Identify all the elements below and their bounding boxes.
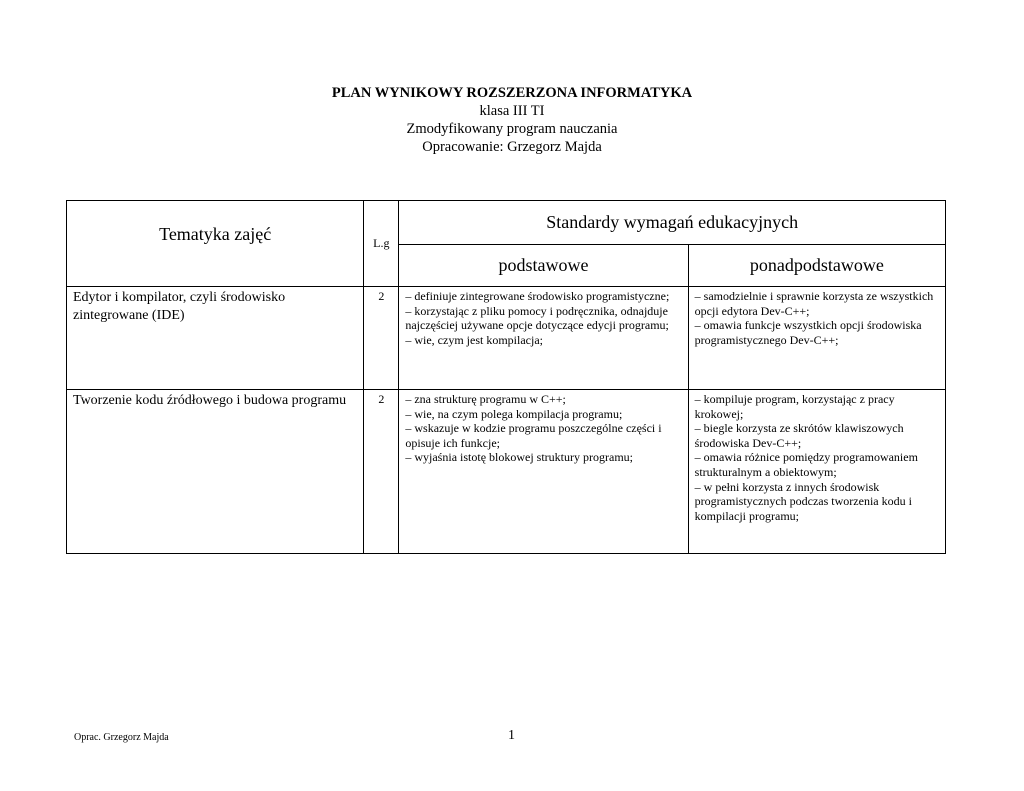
- document-header: [0, 84, 1024, 156]
- header-basic: podstawowe: [399, 245, 688, 287]
- author-label: Opracowanie: Grzegorz Majda: [422, 139, 602, 155]
- header-lg: L.g: [364, 201, 399, 287]
- basic-item: – korzystając z pliku pomocy i podręcznika, odnajduje najczęściej używane opcje dotyczące edycji programu;: [405, 303, 669, 333]
- row-topic: Edytor i kompilator, czyli środowisko zintegrowane (IDE): [67, 287, 364, 390]
- row-advanced: [688, 390, 945, 554]
- basic-item: – wyjaśnia istotę blokowej struktury programu;: [405, 450, 633, 465]
- table-row: [67, 390, 946, 554]
- basic-item: – wie, czym jest kompilacja;: [405, 332, 543, 347]
- advanced-item: – omawia różnice pomiędzy programowaniem strukturalnym a obiektowym;: [694, 450, 918, 479]
- advanced-item: – biegle korzysta ze skrótów klawiszowych środowiska Dev-C++;: [694, 421, 904, 450]
- table-row: [67, 287, 946, 390]
- row-lg: 2: [364, 390, 399, 554]
- advanced-item: – kompiluje program, korzystając z pracy krokowej;: [694, 392, 895, 421]
- row-lg: 2: [364, 287, 399, 390]
- advanced-item: – samodzielnie i sprawnie korzysta ze wszystkich opcji edytora Dev-C++;: [694, 289, 934, 318]
- row-basic: [399, 287, 688, 390]
- basic-item: – definiuje zintegrowane środowisko programistyczne;: [405, 289, 670, 303]
- plan-table: [66, 200, 946, 554]
- basic-item: – wie, na czym polega kompilacja programu;: [405, 406, 623, 421]
- footer-author: Oprac. Grzegorz Majda: [74, 732, 169, 743]
- class-label: klasa III TI: [479, 103, 545, 119]
- page-number: 1: [508, 728, 515, 743]
- document-title: PLAN WYNIKOWY ROZSZERZONA INFORMATYKA: [331, 85, 693, 101]
- row-advanced: [688, 287, 945, 390]
- header-advanced: ponadpodstawowe: [688, 245, 945, 287]
- program-label: Zmodyfikowany program nauczania: [406, 121, 618, 137]
- header-standards: Standardy wymagań edukacyjnych: [399, 201, 946, 245]
- advanced-item: – w pełni korzysta z innych środowisk programistycznych podczas tworzenia kodu i kompilacji programu;: [694, 479, 912, 523]
- basic-item: – zna strukturę programu w C++;: [405, 392, 566, 406]
- advanced-item: – omawia funkcje wszystkich opcji środowiska programistycznego Dev-C++;: [694, 318, 922, 347]
- row-topic: Tworzenie kodu źródłowego i budowa programu: [67, 390, 364, 554]
- basic-item: – wskazuje w kodzie programu poszczególne części i opisuje ich funkcje;: [405, 421, 662, 450]
- row-basic: [399, 390, 688, 554]
- header-topic: Tematyka zajęć: [67, 201, 364, 287]
